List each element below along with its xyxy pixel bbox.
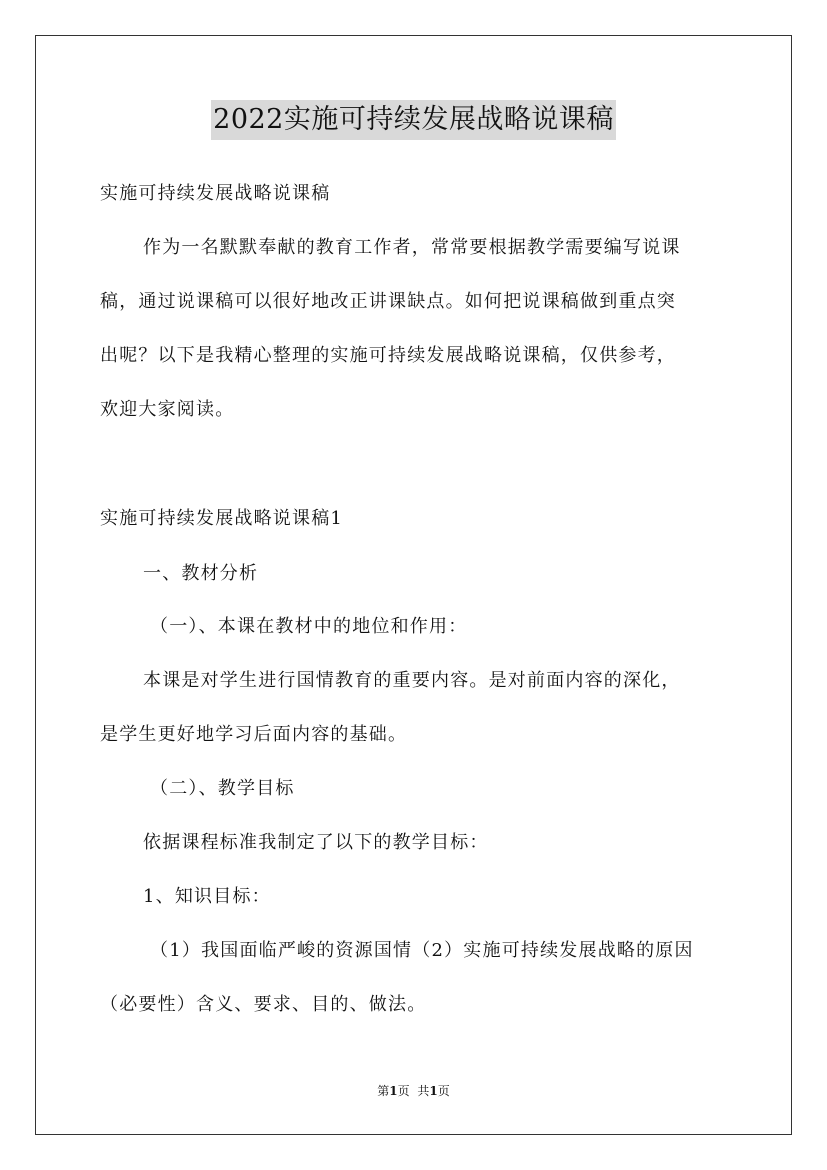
paragraph-line: 欢迎大家阅读。	[100, 399, 235, 420]
footer-total-suffix: 页	[437, 1084, 450, 1098]
paragraph-line: 依据课程标准我制定了以下的教学目标：	[143, 832, 489, 853]
paragraph-line: 出呢？以下是我精心整理的实施可持续发展战略说课稿，仅供参考，	[100, 345, 676, 366]
paragraph-line: 作为一名默默奉献的教育工作者，常常要根据教学需要编写说课	[143, 237, 681, 258]
section-heading: 实施可持续发展战略说课稿1	[100, 508, 344, 529]
document-title: 2022实施可持续发展战略说课稿	[211, 100, 616, 140]
paragraph-line: 本课是对学生进行国情教育的重要内容。是对前面内容的深化，	[143, 670, 681, 691]
paragraph-line: （二）、教学目标	[150, 778, 295, 799]
footer-page-prefix: 第	[377, 1084, 390, 1098]
paragraph-line: 是学生更好地学习后面内容的基础。	[100, 724, 408, 745]
title-container	[0, 100, 827, 140]
paragraph-line: 一、教材分析	[143, 563, 259, 584]
footer-page-number: 1	[389, 1084, 398, 1098]
paragraph-line: 稿，通过说课稿可以很好地改正讲课缺点。如何把说课稿做到重点突	[100, 291, 676, 312]
page-footer	[0, 1083, 827, 1099]
paragraph-line: （必要性）含义、要求、目的、做法。	[100, 994, 427, 1015]
footer-page-suffix: 页	[397, 1084, 410, 1098]
paragraph-line: 1、知识目标：	[143, 886, 271, 907]
section-heading: 实施可持续发展战略说课稿	[100, 183, 331, 204]
footer-total-pages: 1	[429, 1084, 438, 1098]
footer-total-prefix: 共	[417, 1084, 430, 1098]
paragraph-line: （1）我国面临严峻的资源国情（2）实施可持续发展战略的原因	[150, 940, 694, 961]
paragraph-line: （一）、本课在教材中的地位和作用：	[150, 616, 468, 637]
